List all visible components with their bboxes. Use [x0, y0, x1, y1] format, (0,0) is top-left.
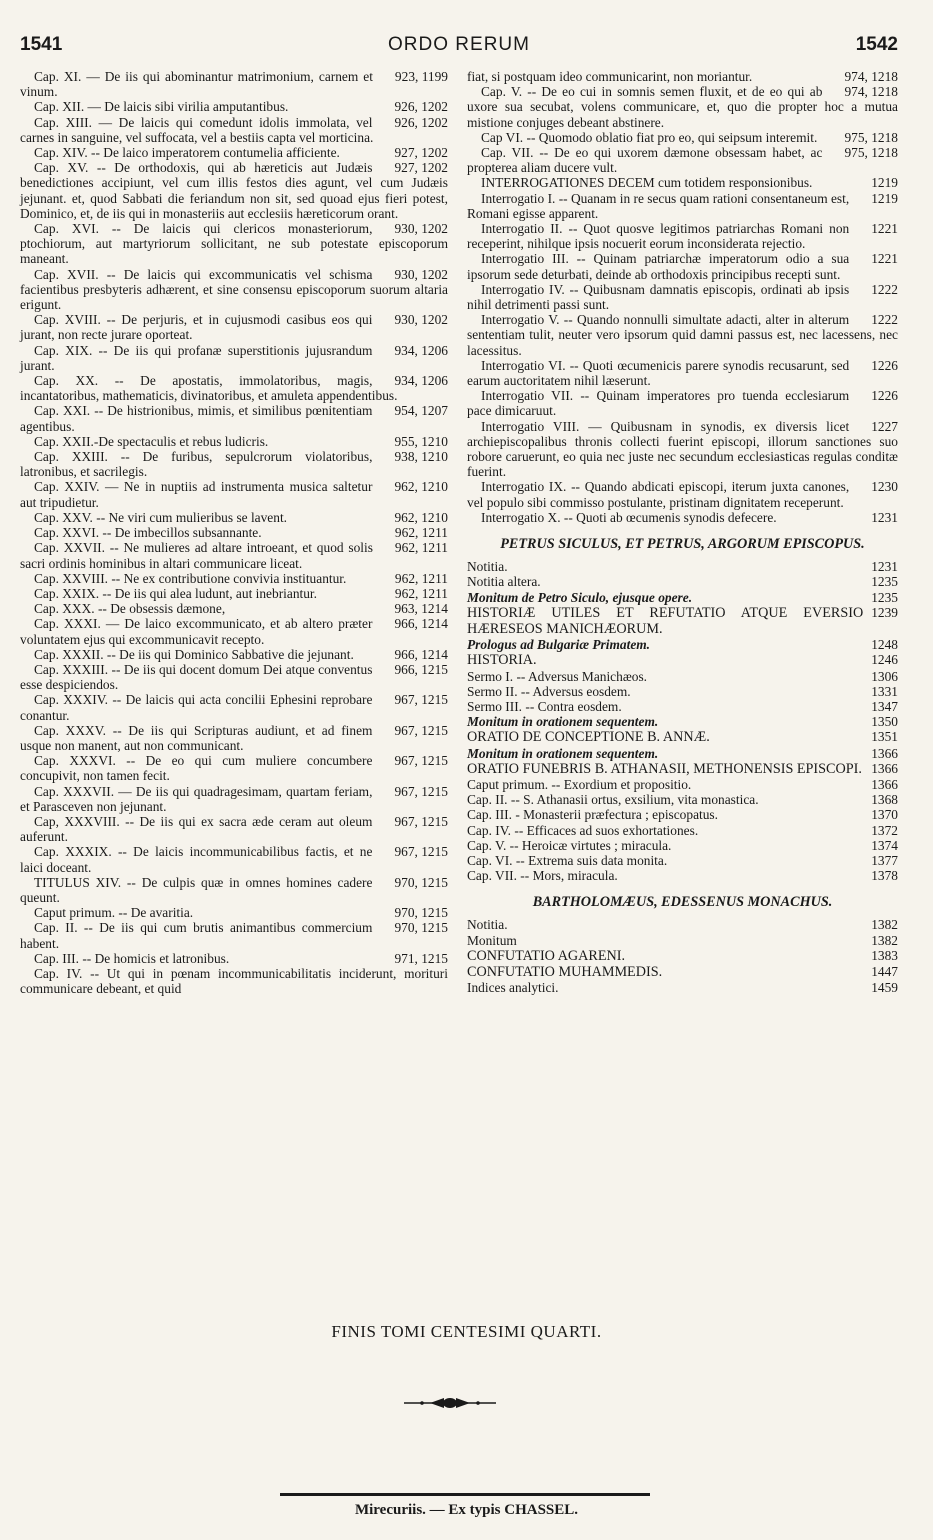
entry-text: HISTORIA. — [467, 652, 537, 669]
entry-text: Cap. XIII. — De laicis qui comedunt idolis immolata, vel carnes in sanguine, vel suffocata, vel a bestiis capta vel morticina. — [20, 114, 374, 145]
entry-text: Cap. XXXV. -- De iis qui Scripturas audiunt, et ad finem usque non manent, aut non communicant. — [20, 722, 373, 753]
toc-entry — [467, 792, 898, 807]
entry-text: Indices analytici. — [467, 980, 559, 996]
entry-text: Cap, XXXVIII. -- De iis qui ex sacra æde ceram aut oleum auferunt. — [20, 813, 373, 845]
toc-entry — [20, 510, 448, 525]
section-heading-bartholomaeus: BARTHOLOMÆUS, EDESSENUS MONACHUS. — [532, 894, 833, 911]
column-reference: 966, 1214 — [394, 646, 448, 662]
column-reference: 1239 — [871, 604, 898, 620]
entry-text: Notitia. — [467, 917, 508, 933]
toc-entry — [20, 920, 448, 950]
column-reference: 1366 — [871, 776, 898, 792]
column-reference: 1459 — [871, 980, 898, 996]
column-reference: 1222 — [871, 312, 898, 328]
entry-text: Cap. XXVIII. -- Ne ex contributione convivia instituantur. — [34, 570, 347, 586]
toc-entry — [20, 723, 448, 753]
entry-text: TITULUS XIV. -- De culpis quæ in omnes homines cadere queunt. — [20, 874, 373, 905]
entry-text: HISTORIÆ UTILES ET REFUTATIO ATQUE EVERSIO HÆRESEOS MANICHÆORUM. — [467, 604, 864, 637]
entry-text: Interrogatio II. -- Quot quosve legitimos patriarchas Romani non receperint, nihilque ipsis nocuerit eorum inconsiderata rejectio. — [467, 221, 850, 252]
left-column — [20, 69, 448, 996]
entry-text: Interrogatio V. -- Quando nonnulli simultate adacti, alter in alterum sententiam tulit, neuter vero ipsorum quid damni passus est, nec lacessens, nec lacessitus. — [467, 312, 898, 358]
toc-entry — [20, 662, 448, 692]
column-reference: 930, 1202 — [394, 266, 448, 282]
column-reference: 966, 1214 — [394, 616, 448, 632]
toc-entry — [467, 964, 898, 980]
toc-entry — [20, 692, 448, 722]
toc-entry — [20, 115, 448, 145]
finis-line: FINIS TOMI CENTESIMI QUARTI. — [331, 1322, 602, 1341]
column-reference: 1231 — [871, 509, 898, 525]
entry-text: Cap VI. -- Quomodo oblatio fiat pro eo, qui seipsum interemit. — [481, 129, 818, 145]
entry-text: Interrogatio III. -- Quinam patriarchæ imperatorum odio a sua ipsorum sede deturbati, deinde ab orthodoxis principibus recepti sunt. — [467, 251, 850, 282]
page-header — [20, 34, 898, 58]
entry-text: Cap. II. -- De iis qui cum brutis animantibus commercium habent. — [20, 920, 373, 951]
entry-text: fiat, si postquam ideo communicarint, non moriantur. — [467, 69, 753, 84]
column-reference: 970, 1215 — [394, 905, 448, 921]
column-reference: 962, 1211 — [394, 570, 448, 586]
column-reference: 1248 — [871, 637, 898, 653]
column-reference: 1347 — [871, 698, 898, 714]
column-reference: 1231 — [871, 559, 898, 575]
column-reference: 1378 — [871, 868, 898, 884]
toc-entry — [20, 647, 448, 662]
column-reference: 970, 1215 — [394, 874, 448, 890]
toc-entry — [467, 868, 898, 883]
column-reference: 974, 1218 — [844, 84, 898, 100]
column-reference: 1372 — [871, 822, 898, 838]
entry-text: Interrogatio X. -- Quoti ab œcumenis synodis defecere. — [481, 509, 777, 525]
column-reference: 1370 — [871, 807, 898, 823]
toc-entry — [467, 605, 898, 637]
column-reference: 967, 1215 — [394, 722, 448, 738]
section-heading-petrus: PETRUS SICULUS, ET PETRUS, ARGORUM EPISCOPUS. — [500, 536, 865, 553]
entry-text: Cap. XXII.-De spectaculis et rebus ludicris. — [34, 433, 269, 449]
entry-text: ORATIO DE CONCEPTIONE B. ANNÆ. — [467, 729, 710, 746]
entry-text: INTERROGATIONES DECEM cum totidem responsionibus. — [481, 175, 813, 191]
right-column — [467, 69, 898, 995]
column-reference: 971, 1215 — [394, 950, 448, 966]
column-reference: 967, 1215 — [394, 783, 448, 799]
entry-text: Monitum de Petro Siculo, ejusque opere. — [467, 589, 693, 605]
toc-entry — [20, 267, 448, 313]
entry-text: Cap. XV. -- De orthodoxis, qui ab hæreticis aut Judæis benedictiones accipiunt, vel cum illis festos dies agunt, vel cum Judæis jejunant. et, quod Sabbati die feriandum non sit, sed quoad ejus fieri potest, Dominico, et, de iis qui in monasteriis aut ecclesiis hæreticorum orant. — [20, 160, 448, 221]
toc-entry — [20, 966, 448, 996]
entry-text: Cap. VII. -- De eo qui uxorem dæmone obsessam habet, ac propterea aliam ducere vult. — [467, 145, 823, 176]
page-number-right: 1542 — [855, 34, 898, 55]
toc-entry — [467, 191, 898, 221]
toc-entry — [467, 130, 898, 145]
toc-entry — [467, 669, 898, 684]
column-reference: 1331 — [871, 683, 898, 699]
column-reference: 934, 1206 — [394, 373, 448, 389]
column-reference: 1221 — [871, 221, 898, 237]
toc-entry — [20, 571, 448, 586]
column-reference: 1383 — [871, 947, 898, 963]
entry-text: Sermo II. -- Adversus eosdem. — [467, 683, 631, 699]
toc-entry — [20, 540, 448, 570]
column-reference: 974, 1218 — [844, 69, 898, 84]
entry-text: Cap. XXIV. — Ne in nuptiis ad instrumenta musica saltetur aut tripudietur. — [20, 479, 373, 510]
entry-text: Cap. XXIX. -- De iis qui alea ludunt, aut inebriantur. — [34, 585, 317, 601]
toc-entry — [467, 933, 898, 948]
toc-entry — [20, 449, 448, 479]
toc-entry — [20, 312, 448, 342]
toc-entry — [20, 814, 448, 844]
column-reference: 962, 1211 — [394, 540, 448, 556]
column-reference: 954, 1207 — [394, 403, 448, 419]
toc-entry — [467, 145, 898, 175]
column-reference: 923, 1199 — [394, 69, 448, 84]
toc-entry — [467, 251, 898, 281]
entry-text: CONFUTATIO MUHAMMEDIS. — [467, 963, 663, 980]
petrus-items — [467, 559, 898, 883]
column-reference: 975, 1218 — [844, 145, 898, 161]
entry-text: Cap. XXVII. -- Ne mulieres ad altare introeant, et quod solis sacri ordinis hominibus in altari communicare liceat. — [20, 540, 373, 571]
entry-text: Cap. XII. — De laicis sibi virilia amputantibus. — [34, 99, 289, 115]
toc-entry — [20, 99, 448, 114]
entry-text: Cap. XXIII. -- De furibus, sepulcrorum violatoribus, latronibus, et sacrilegis. — [20, 449, 373, 480]
entry-text: Sermo III. -- Contra eosdem. — [467, 698, 622, 714]
toc-entry — [20, 145, 448, 160]
toc-entry — [467, 69, 898, 84]
column-reference: 1227 — [871, 418, 898, 434]
toc-entry — [467, 510, 898, 525]
entry-text: Interrogatio VI. -- Quoti œcumenicis parere synodis recusarunt, sed earum auctoritatem nihil læserunt. — [467, 357, 850, 389]
column-reference: 1447 — [871, 963, 898, 979]
entry-text: Notitia altera. — [467, 574, 541, 590]
entry-text: Cap. XXVI. -- De imbecillos subsannante. — [34, 525, 262, 541]
entry-text: Cap. XIV. -- De laico imperatorem contumelia afficiente. — [34, 145, 340, 161]
column-reference: 966, 1215 — [394, 661, 448, 677]
toc-entry — [467, 84, 898, 130]
column-reference: 926, 1202 — [394, 114, 448, 130]
column-reference: 967, 1215 — [394, 813, 448, 829]
column-reference: 1368 — [871, 792, 898, 808]
column-reference: 1350 — [871, 714, 898, 730]
toc-entry — [467, 761, 898, 777]
bartholomaeus-items — [467, 917, 898, 995]
toc-entry — [467, 652, 898, 668]
entry-text: Cap. XXXI. — De laico excommunicato, et ab altero præter voluntatem ejus qui excommunicavit recepto. — [20, 616, 373, 647]
entry-text: Notitia. — [467, 559, 508, 575]
entry-text: CONFUTATIO AGARENI. — [467, 947, 626, 964]
toc-entry — [20, 784, 448, 814]
entry-text: Cap. XXX. -- De obsessis dæmone, — [34, 601, 226, 617]
entry-text: Cap. XXXIV. -- De laicis qui acta concilii Ephesini reprobare conantur. — [20, 692, 373, 723]
column-reference: 1377 — [871, 852, 898, 868]
column-reference: 938, 1210 — [394, 449, 448, 465]
toc-entry — [467, 714, 898, 729]
entry-text: Interrogatio IV. -- Quibusnam damnatis episcopis, ordinati ab ipsis nihil detrimenti passi sunt. — [467, 281, 850, 313]
column-reference: 967, 1215 — [394, 844, 448, 860]
toc-entry — [20, 905, 448, 920]
toc-entry — [467, 684, 898, 699]
column-reference: 1230 — [871, 479, 898, 495]
column-reference: 1221 — [871, 251, 898, 267]
toc-entry — [467, 699, 898, 714]
toc-entry — [467, 917, 898, 932]
column-reference: 930, 1202 — [394, 312, 448, 328]
column-reference: 927, 1202 — [394, 160, 448, 176]
toc-entry — [20, 586, 448, 601]
column-reference: 967, 1215 — [394, 753, 448, 769]
toc-entry — [467, 729, 898, 745]
toc-entry — [467, 358, 898, 388]
imprint-rule — [280, 1493, 650, 1496]
toc-entry — [467, 175, 898, 190]
toc-entry — [467, 838, 898, 853]
toc-entry — [467, 980, 898, 995]
entry-text: Cap. XIX. -- De iis qui profanæ superstitionis jujusrandum jurant. — [20, 342, 373, 373]
entry-text: Sermo I. -- Adversus Manichæos. — [467, 668, 648, 684]
toc-entry — [467, 221, 898, 251]
toc-entry — [20, 221, 448, 267]
toc-entry — [467, 746, 898, 761]
entry-text: Interrogatio IX. -- Quando abdicati episcopi, iterum juxta canones, vel populo sibi commisso postulante, pristinam dignitatem receperunt. — [467, 479, 850, 510]
entry-text: Interrogatio I. -- Quanam in re secus quam rationi consentaneum est, Romani egisse apparent. — [467, 190, 850, 221]
column-reference: 1246 — [871, 652, 898, 668]
toc-entry — [467, 853, 898, 868]
toc-entry — [20, 525, 448, 540]
toc-entry — [467, 590, 898, 605]
entry-text: Cap. IV. -- Efficaces ad suos exhortationes. — [467, 822, 699, 838]
column-reference: 1306 — [871, 668, 898, 684]
entry-text: Interrogatio VII. -- Quinam imperatores pro tuenda ecclesiarum pace dimicaruut. — [467, 388, 850, 419]
toc-entry — [467, 419, 898, 480]
entry-text: Cap. XI. — De iis qui abominantur matrimonium, carnem et vinum. — [20, 69, 373, 100]
column-reference: 1235 — [871, 589, 898, 605]
entry-text: Cap. XVII. -- De laicis qui excommunicatis vel schisma facientibus presbyteris adhærent, et sine consensu episcoporum suorum altaria erigunt. — [20, 266, 448, 313]
running-title: ORDO RERUM — [388, 34, 530, 55]
toc-entry — [20, 753, 448, 783]
entry-text: Cap. XXV. -- Ne viri cum mulieribus se lavent. — [34, 509, 288, 525]
toc-entry — [467, 823, 898, 838]
entry-text: Cap. XVIII. -- De perjuris, et in cujusmodi casibus eos qui jurant, non recte jurare oporteat. — [20, 312, 373, 343]
column-reference: 1219 — [871, 175, 898, 191]
toc-entry — [467, 479, 898, 509]
column-reference: 927, 1202 — [394, 145, 448, 161]
entry-text: Cap. XX. -- De apostatis, immolatoribus, magis, incantatoribus, mathematicis, divinatoribus, et amuleta appendentibus. — [20, 373, 398, 404]
entry-text: Cap. XXXIX. -- De laicis incommunicabilibus factis, et ne laici doceant. — [20, 844, 373, 875]
right-entries — [467, 69, 898, 525]
column-reference: 1366 — [871, 760, 898, 776]
toc-entry — [467, 574, 898, 589]
column-reference: 955, 1210 — [394, 433, 448, 449]
toc-entry — [20, 373, 448, 403]
toc-entry — [467, 388, 898, 418]
column-reference: 970, 1215 — [394, 920, 448, 936]
toc-entry — [20, 343, 448, 373]
toc-entry — [20, 160, 448, 221]
ornament-divider-icon — [400, 1396, 500, 1410]
entry-text: Cap. XXXVII. — De iis qui quadragesimam, quartam feriam, et Parasceven non jejunant. — [20, 783, 373, 814]
entry-text: Cap. III. -- De homicis et latronibus. — [34, 950, 230, 966]
entry-text: Interrogatio VIII. — Quibusnam in synodis, ex diversis licet archiepiscopalibus thronis collecti fuerint episcopi, illorum sanctiones suo robore caruerunt, eo quia nec juste nec secundum ecclesiasticas regulas conditæ fuerint. — [467, 418, 898, 480]
toc-entry — [467, 637, 898, 652]
toc-entry — [467, 777, 898, 792]
entry-text: Monitum in orationem sequentem. — [467, 745, 659, 761]
entry-text: Cap. V. -- De eo cui in somnis semen fluxit, et de eo qui ab uxore sua secubat, volens communicare, et, quo die propter hoc a mutua mistione conjuges debeant abstinere. — [467, 84, 898, 130]
toc-entry — [467, 948, 898, 964]
column-reference: 962, 1211 — [394, 525, 448, 541]
entry-text: Cap. III. - Monasterii præfectura ; episcopatus. — [467, 807, 718, 823]
column-reference: 926, 1202 — [394, 99, 448, 115]
column-reference: 1351 — [871, 729, 898, 745]
entry-text: Prologus ad Bulgariæ Primatem. — [467, 637, 651, 653]
entry-text: Cap. II. -- S. Athanasii ortus, exsilium, vita monastica. — [467, 792, 759, 808]
column-reference: 1226 — [871, 357, 898, 373]
entry-text: Cap. XXXII. -- De iis qui Dominico Sabbative die jejunant. — [34, 646, 354, 662]
toc-entry — [20, 844, 448, 874]
imprint-line: Mirecuriis. — Ex typis CHASSEL. — [354, 1502, 579, 1518]
toc-entry — [20, 951, 448, 966]
column-reference: 1226 — [871, 388, 898, 404]
entry-text: Cap. XXXVI. -- De eo qui cum muliere concumbere concupivit, non tamen fecit. — [20, 753, 373, 784]
column-reference: 1366 — [871, 745, 898, 761]
toc-entry — [467, 807, 898, 822]
column-reference: 962, 1211 — [394, 585, 448, 601]
entry-text: Cap. VI. -- Extrema suis data monita. — [467, 852, 668, 868]
entry-text: Cap. XVI. -- De laicis qui clericos monasteriorum, ptochiorum, aut martyriorum sollicitant, ne sub potestate episcoporum maneant. — [20, 221, 448, 267]
column-reference: 1382 — [871, 917, 898, 933]
entry-text: Caput primum. -- De avaritia. — [34, 905, 194, 921]
column-reference: 934, 1206 — [394, 342, 448, 358]
page-number-left: 1541 — [20, 34, 63, 55]
column-reference: 962, 1210 — [394, 509, 448, 525]
column-reference: 975, 1218 — [844, 129, 898, 145]
column-reference: 962, 1210 — [394, 479, 448, 495]
column-reference: 930, 1202 — [394, 221, 448, 237]
entry-text: Caput primum. -- Exordium et propositio. — [467, 776, 692, 792]
entry-text: Cap. V. -- Heroicæ virtutes ; miracula. — [467, 837, 672, 853]
toc-entry — [467, 559, 898, 574]
toc-entry — [20, 875, 448, 905]
column-reference: 1219 — [871, 190, 898, 206]
entry-text: Cap. XXXIII. -- De iis qui docent domum Dei atque conventus esse despiciendos. — [20, 661, 373, 693]
column-reference: 1222 — [871, 281, 898, 297]
toc-entry — [20, 616, 448, 646]
column-reference: 963, 1214 — [394, 601, 448, 617]
column-reference: 967, 1215 — [394, 692, 448, 708]
entry-text: Cap. VII. -- Mors, miracula. — [467, 868, 618, 884]
toc-entry — [467, 282, 898, 312]
toc-entry — [467, 312, 898, 358]
entry-text: Monitum in orationem sequentem. — [467, 714, 659, 730]
entry-text: Cap. IV. -- Ut qui in pœnam incommunicabilitatis inciderunt, morituri communicare debeant, et quid — [20, 965, 448, 997]
toc-entry — [20, 403, 448, 433]
toc-entry — [20, 601, 448, 616]
entry-text: Monitum — [467, 932, 517, 948]
column-reference: 1374 — [871, 837, 898, 853]
toc-entry — [20, 434, 448, 449]
entry-text: ORATIO FUNEBRIS B. ATHANASII, METHONENSIS EPISCOPI. — [467, 760, 862, 777]
toc-entry — [20, 479, 448, 509]
column-reference: 1235 — [871, 574, 898, 590]
toc-entry — [20, 69, 448, 99]
entry-text: Cap. XXI. -- De histrionibus, mimis, et similibus pœnitentiam agentibus. — [20, 403, 373, 434]
column-reference: 1382 — [871, 932, 898, 948]
